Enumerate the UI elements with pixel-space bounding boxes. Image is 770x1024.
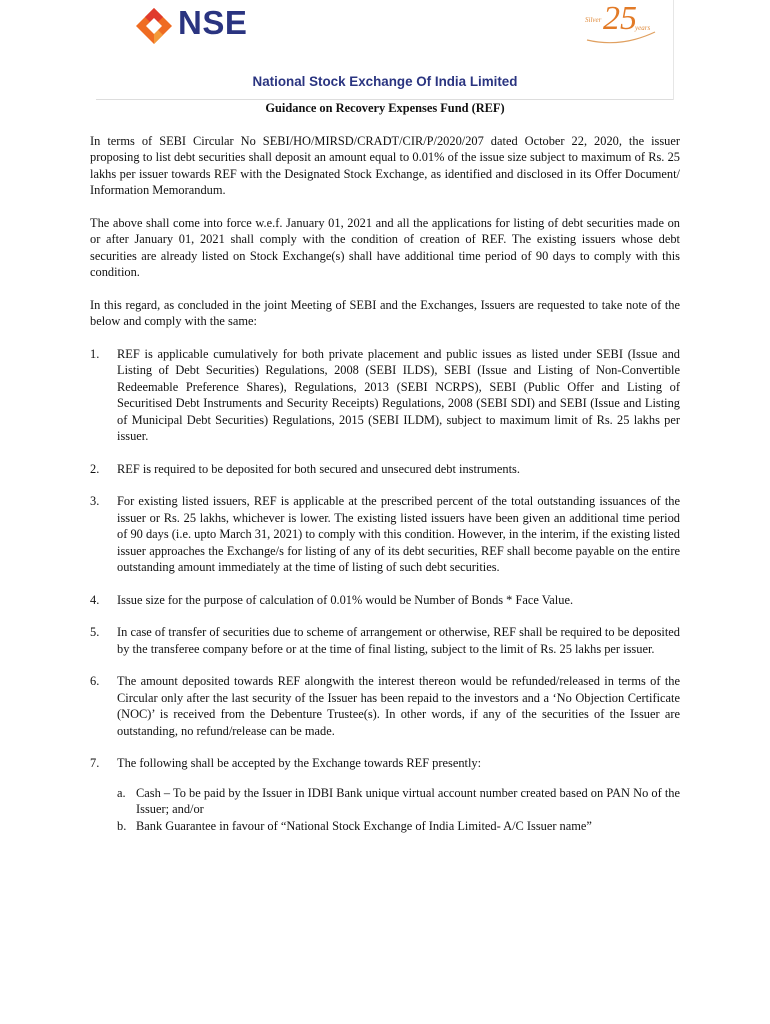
- paragraph-joint-meeting: In this regard, as concluded in the joint Meeting of SEBI and the Exchanges, Issuers are requested to take note of the below and comply with the same:: [90, 297, 680, 328]
- anniversary-number: 25: [603, 0, 637, 37]
- anniversary-right-text: years: [635, 24, 651, 32]
- list-item-number: 5.: [90, 625, 100, 639]
- list-item-text: The following shall be accepted by the Exchange towards REF presently:: [117, 756, 482, 770]
- list-item-text: Issue size for the purpose of calculation of 0.01% would be Number of Bonds * Face Value.: [117, 592, 574, 607]
- list-item: [90, 755, 680, 834]
- list-item-text: In case of transfer of securities due to scheme of arrangement or otherwise, REF shall be required to be deposited by the transferee company before or at the time of final listing, subject to the limit of Rs. 25 lakhs per issuer.: [117, 625, 680, 656]
- list-item: [90, 461, 680, 478]
- list-item-text: REF is required to be deposited for both secured and unsecured debt instruments.: [117, 461, 520, 476]
- header-right-border: [673, 0, 674, 100]
- list-item-number: 4.: [90, 592, 100, 607]
- list-item-number: 1.: [90, 346, 100, 361]
- list-item-number: 2.: [90, 461, 100, 476]
- nse-logo: [134, 6, 274, 46]
- list-item: [90, 624, 680, 657]
- letterhead: [96, 0, 674, 100]
- nse-logo-mark-icon: [134, 6, 174, 46]
- list-item-number: 3.: [90, 494, 100, 508]
- sub-list-item-letter: b.: [117, 818, 127, 833]
- list-item: [90, 592, 680, 609]
- paragraph-effective-date: The above shall come into force w.e.f. January 01, 2021 and all the applications for listing of debt securities made on or after January 01, 2021 shall comply with the condition of creation of REF. The existing issuers whose debt securities are already listed on Stock Exchange(s) shall have additional time period of 90 days to comply with this condition.: [90, 215, 680, 279]
- list-item: [90, 673, 680, 739]
- sub-list-item-letter: a.: [117, 785, 126, 800]
- silver-jubilee-logo: [583, 2, 659, 46]
- accepted-instruments-list: [117, 785, 680, 835]
- company-name: National Stock Exchange Of India Limited: [252, 74, 518, 89]
- sub-list-item: [117, 785, 680, 818]
- guidance-list: [90, 346, 680, 835]
- document-body: [90, 100, 680, 850]
- list-item-text: REF is applicable cumulatively for both private placement and public issues as listed under SEBI (Issue and Listing of Debt Securities) Regulations, 2008 (SEBI ILDS), SEBI (Issue and Listing of Non-Convertible Redeemable Preference Shares), Regulations, 2013 (SEBI NCRPS), SEBI (Public Offer and Listing of Securitised Debt Instruments and Security Receipts) Regulations, 2008 (SEBI SDI) and SEBI (Issue and Listing of Municipal Debt Securities) Regulations, 2015 (SEBI ILDM), subject to maximum limit of Rs. 25 lakhs per issuer.: [117, 346, 680, 443]
- list-item-text: The amount deposited towards REF alongwith the interest thereon would be refunded/released in terms of the Circular only after the last security of the Issuer has been repaid to the investors and a ‘No Objection Certificate (NOC)’ is received from the Debenture Trustee(s). In other words, if any of the securities of the Issuer are outstanding, no refund/release can be made.: [117, 674, 680, 738]
- anniversary-left-text: Silver: [585, 16, 602, 24]
- list-item-number: 7.: [90, 756, 100, 770]
- sub-list-item-text: Bank Guarantee in favour of “National Stock Exchange of India Limited- A/C Issuer name”: [136, 818, 592, 833]
- paragraph-circular: In terms of SEBI Circular No SEBI/HO/MIRSD/CRADT/CIR/P/2020/207 dated October 22, 2020, the issuer proposing to list debt securities shall deposit an amount equal to 0.01% of the issue size subject to maximum of Rs. 25 lakhs per issuer towards REF with the Designated Stock Exchange, as identified and disclosed in its Offer Document/ Information Memorandum.: [90, 133, 680, 197]
- list-item: [90, 346, 680, 445]
- logo-text: NSE: [178, 4, 248, 41]
- document-title: Guidance on Recovery Expenses Fund (REF): [265, 101, 505, 115]
- sub-list-item-text: Cash – To be paid by the Issuer in IDBI Bank unique virtual account number created based on PAN No of the Issuer; and/or: [136, 785, 680, 816]
- list-item-text: For existing listed issuers, REF is applicable at the prescribed percent of the total outstanding issuances of the issuer or Rs. 25 lakhs, whichever is lower. The existing listed issuers have been given an additional time period of 90 days (i.e. upto March 31, 2021) to comply with this condition. However, in the interim, if the existing listed issuer approaches the Exchange/s for listing of any of its debt securities, REF shall become payable on the entire outstanding amount immediately at the time of listing of such debt securities.: [117, 494, 680, 574]
- list-item: [90, 493, 680, 576]
- list-item-number: 6.: [90, 674, 100, 688]
- sub-list-item: [117, 818, 680, 835]
